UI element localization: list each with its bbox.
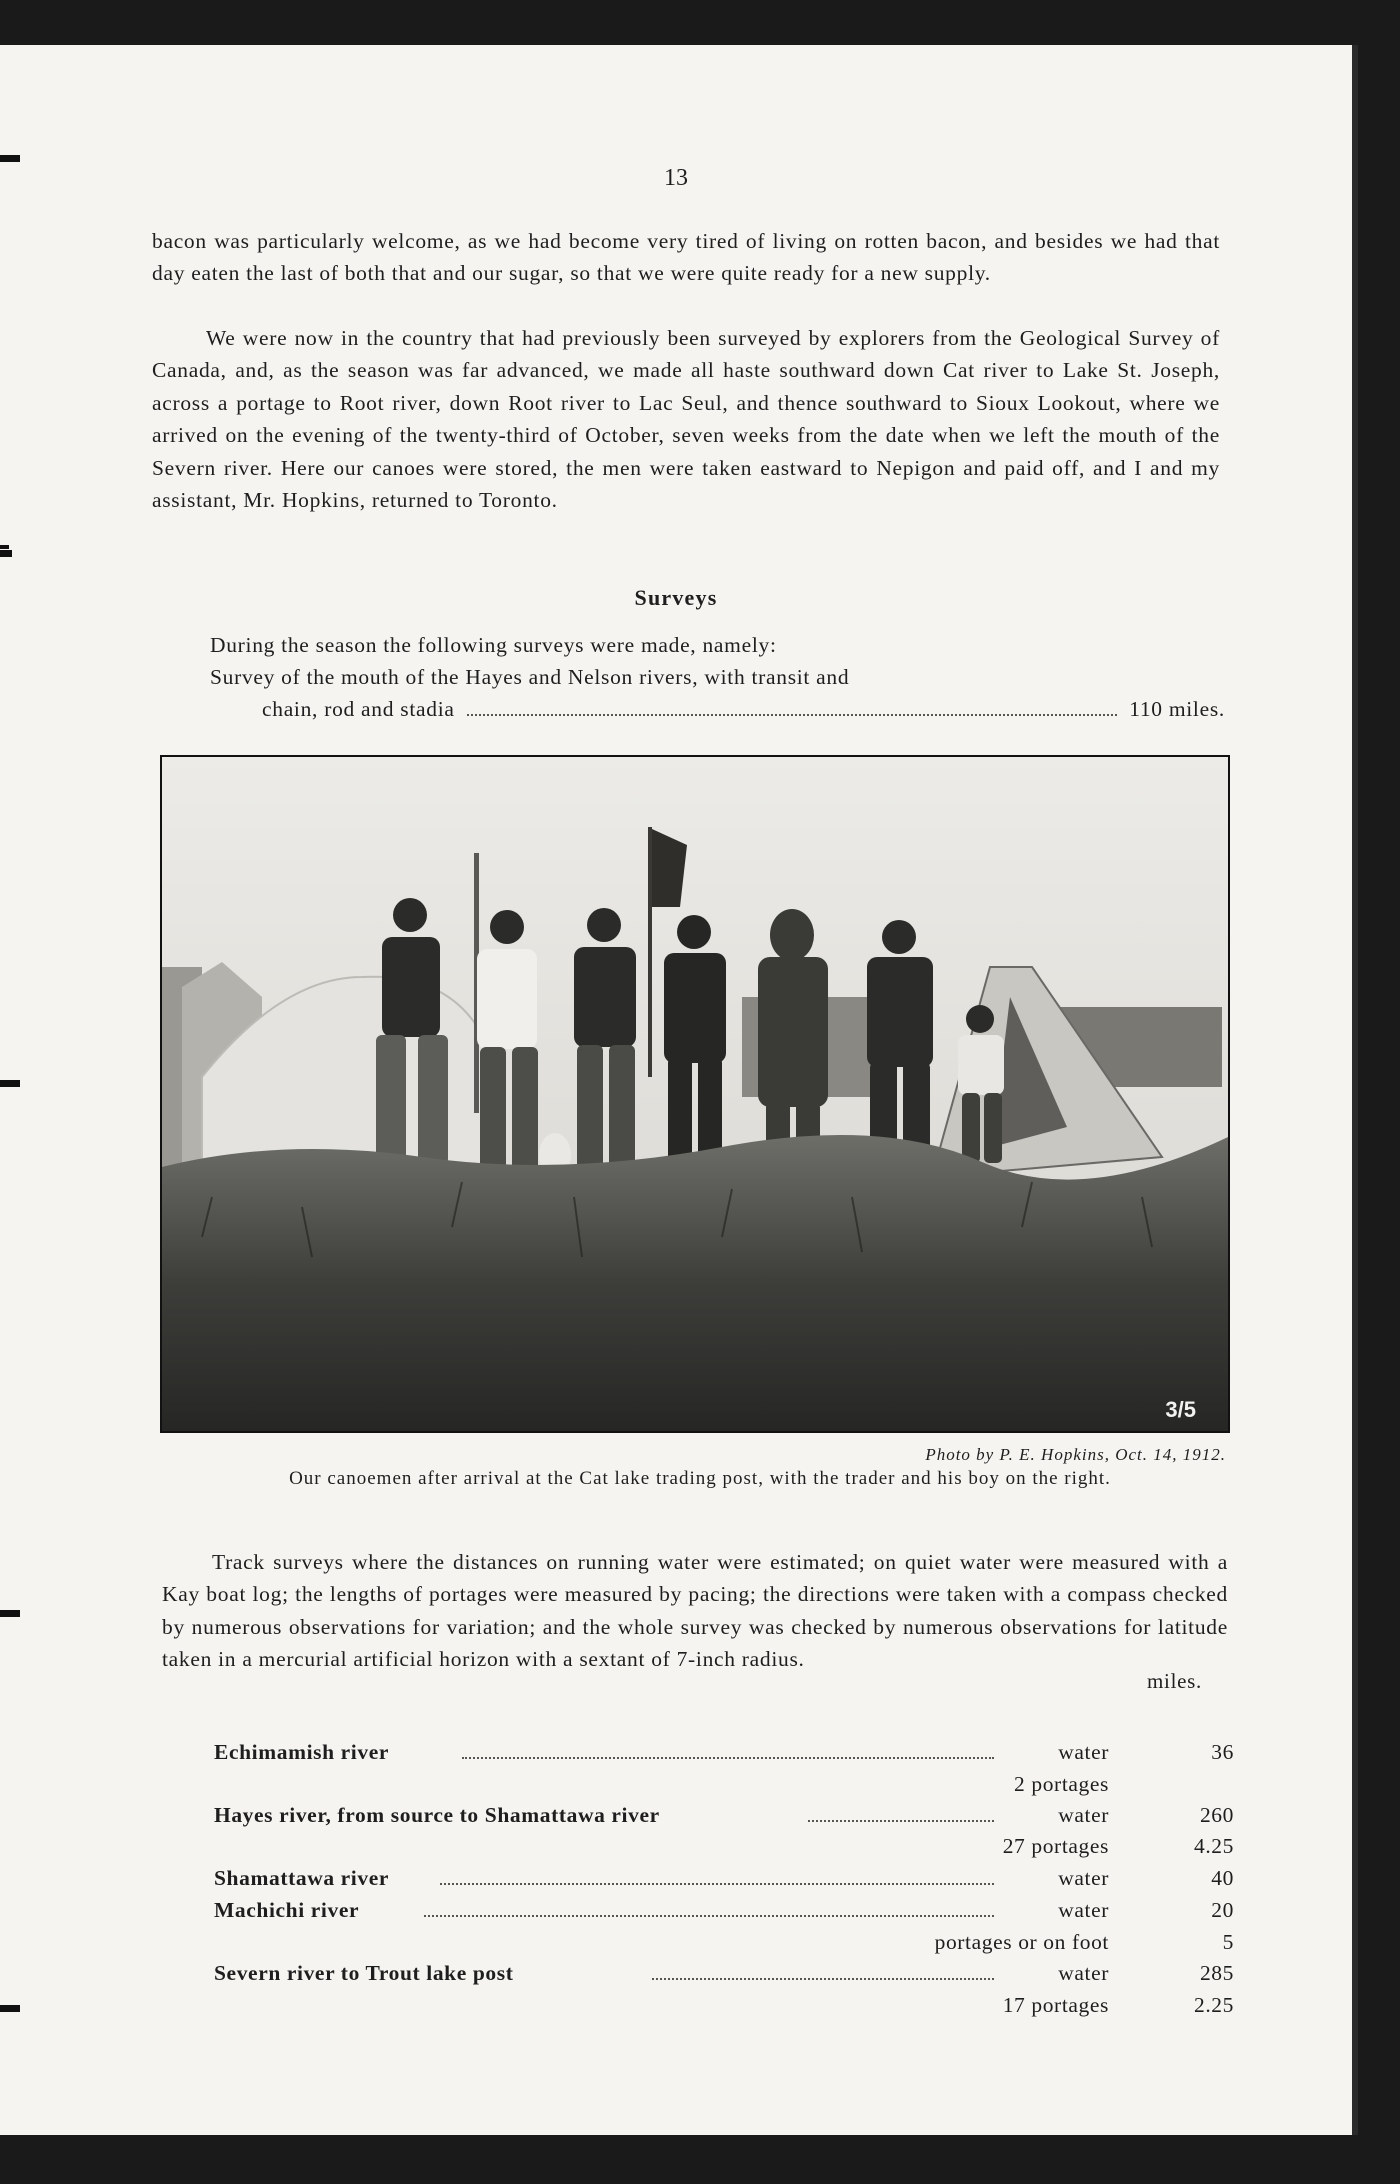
- document-page: [0, 45, 1358, 2135]
- page-number: 13: [664, 165, 688, 191]
- photograph: [160, 755, 1230, 1433]
- table-row: 27 portages 4.25: [1002, 1834, 1234, 1858]
- survey-item-line1: Survey of the mouth of the Hayes and Nelson rivers, with transit and: [210, 665, 850, 689]
- paragraph-return-journey: We were now in the country that had previously been surveyed by explorers from the Geological Survey of Canada, and, as the season was far advanced, we made all haste southward down Cat river to Lake St. Joseph, across a portage to Root river, down Root river to Lac Seul, and thence southward to Sioux Lookout, where we arrived on the evening of the twenty-third of October, seven weeks from the date when we left the mouth of the Severn river. Here our canoes were stored, the men were taken eastward to Nepigon and paid off, and I and my assistant, Mr. Hopkins, returned to Toronto.: [152, 326, 1220, 513]
- survey-intro: During the season the following surveys were made, namely:: [210, 633, 777, 657]
- table-row: 17 portages 2.25: [1002, 1993, 1234, 2017]
- survey-item-line2: [262, 697, 1225, 722]
- table-unit-header: miles.: [1147, 1669, 1202, 1693]
- table-row: Hayes river, from source to Shamattawa river water 260: [214, 1803, 1234, 1827]
- paragraph-track-surveys: Track surveys where the distances on running water were estimated; on quiet water were measured with a Kay boat log; the lengths of portages were measured by pacing; the directions were taken with a compass checked by numerous observations for variation; and the whole survey was checked by numerous observations for latitude taken in a mercurial artificial horizon with a sextant of 7-inch radius.: [162, 1550, 1228, 1672]
- table-row: portages or on foot 5: [934, 1930, 1234, 1954]
- dot-leader: [467, 714, 1118, 716]
- table-row: Severn river to Trout lake post water 285: [214, 1961, 1234, 1985]
- survey-item-label: chain, rod and stadia: [262, 697, 455, 721]
- table-row: Echimamish river water 36: [214, 1740, 1234, 1764]
- photo-credit: Photo by P. E. Hopkins, Oct. 14, 1912.: [925, 1445, 1226, 1464]
- photo-illustration: [162, 757, 1228, 1431]
- section-heading: Surveys: [634, 585, 718, 610]
- plate-mark: 3/5: [1165, 1397, 1196, 1422]
- table-row: Machichi river water 20: [214, 1898, 1234, 1922]
- paragraph-continued: bacon was particularly welcome, as we had become very tired of living on rotten bacon, and besides we had that day eaten the last of both that and our sugar, so that we were quite ready for a new supply.: [152, 229, 1220, 286]
- photo-caption: Our canoemen after arrival at the Cat lake trading post, with the trader and his boy on the right.: [289, 1468, 1111, 1489]
- table-row: Shamattawa river water 40: [214, 1866, 1234, 1890]
- table-row: 2 portages: [1014, 1772, 1109, 1796]
- survey-item-value: 110 miles.: [1129, 697, 1225, 721]
